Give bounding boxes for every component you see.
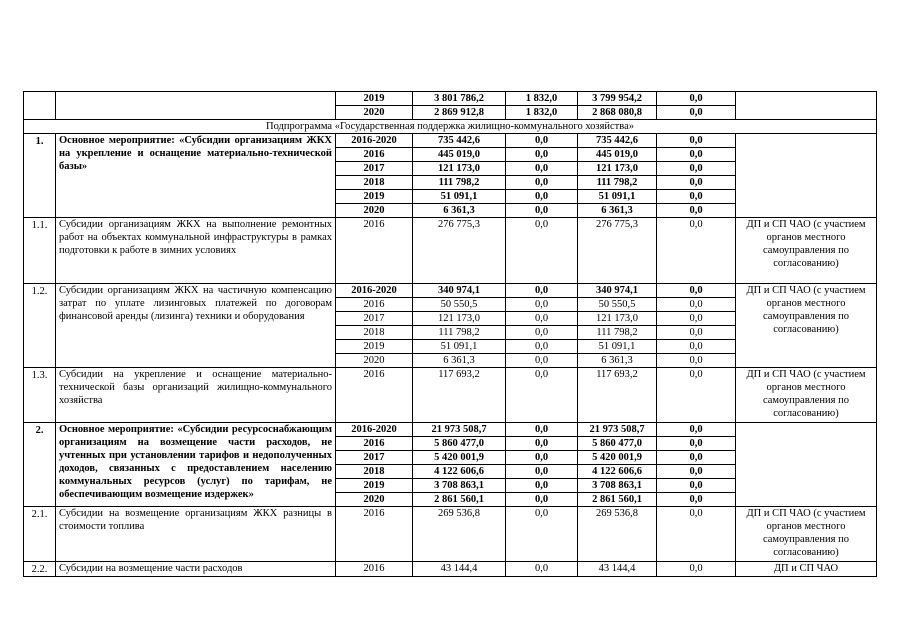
local-cell: 0,0: [657, 92, 736, 106]
item-executor: ДП и СП ЧАО (с участием органов местного самоуправления по согласованию): [736, 218, 877, 284]
okrug-cell: 2 861 560,1: [578, 493, 657, 507]
program-funding-table: [23, 91, 877, 577]
okrug-cell: 276 775,3: [578, 218, 657, 284]
table-row: [24, 507, 877, 562]
okrug-cell: 51 091,1: [578, 340, 657, 354]
year-cell: 2017: [336, 312, 413, 326]
total-cell: 121 173,0: [413, 162, 506, 176]
federal-cell: 0,0: [506, 298, 578, 312]
total-cell: 43 144,4: [413, 562, 506, 577]
item-number: 1.3.: [24, 368, 56, 423]
okrug-cell: 2 868 080,8: [578, 106, 657, 120]
federal-cell: 0,0: [506, 326, 578, 340]
local-cell: 0,0: [657, 134, 736, 148]
local-cell: 0,0: [657, 148, 736, 162]
year-cell: 2016: [336, 507, 413, 562]
year-cell: 2016: [336, 437, 413, 451]
item-number: 2.: [24, 423, 56, 507]
okrug-cell: 111 798,2: [578, 176, 657, 190]
table-row: [24, 284, 877, 298]
total-cell: 121 173,0: [413, 312, 506, 326]
okrug-cell: 111 798,2: [578, 326, 657, 340]
okrug-cell: 121 173,0: [578, 312, 657, 326]
total-cell: 111 798,2: [413, 176, 506, 190]
year-cell: 2017: [336, 451, 413, 465]
number-cell: [24, 92, 56, 120]
local-cell: 0,0: [657, 451, 736, 465]
local-cell: 0,0: [657, 437, 736, 451]
year-cell: 2016: [336, 298, 413, 312]
federal-cell: 0,0: [506, 134, 578, 148]
federal-cell: 0,0: [506, 368, 578, 423]
local-cell: 0,0: [657, 204, 736, 218]
okrug-cell: 43 144,4: [578, 562, 657, 577]
federal-cell: 1 832,0: [506, 92, 578, 106]
local-cell: 0,0: [657, 284, 736, 298]
description-cell: [56, 92, 336, 120]
federal-cell: 0,0: [506, 451, 578, 465]
total-cell: 6 361,3: [413, 354, 506, 368]
item-number: 2.1.: [24, 507, 56, 562]
local-cell: 0,0: [657, 562, 736, 577]
federal-cell: 0,0: [506, 176, 578, 190]
total-cell: 5 860 477,0: [413, 437, 506, 451]
local-cell: 0,0: [657, 312, 736, 326]
budget-table-page: [23, 91, 876, 577]
item-executor: ДП и СП ЧАО (с участием органов местного самоуправления по согласованию): [736, 368, 877, 423]
item-number: 1.1.: [24, 218, 56, 284]
federal-cell: 0,0: [506, 562, 578, 577]
subprogram-header-row: [24, 120, 877, 134]
okrug-cell: 445 019,0: [578, 148, 657, 162]
year-cell: 2016: [336, 368, 413, 423]
total-cell: 21 973 508,7: [413, 423, 506, 437]
okrug-cell: 51 091,1: [578, 190, 657, 204]
total-cell: 269 536,8: [413, 507, 506, 562]
local-cell: 0,0: [657, 368, 736, 423]
year-cell: 2020: [336, 354, 413, 368]
table-row: [24, 368, 877, 423]
okrug-cell: 6 361,3: [578, 354, 657, 368]
local-cell: 0,0: [657, 479, 736, 493]
item-description: Основное мероприятие: «Субсидии организациям ЖКХ на укрепление и оснащение материально-технической базы»: [56, 134, 336, 218]
local-cell: 0,0: [657, 423, 736, 437]
item-description: Основное мероприятие: «Субсидии ресурсоснабжающим организациям на возмещение части расходов, не учтенных при установлении тарифов и недополученных доходов, связанных с предоставлением населению коммунальных ресурсов (услуг) по тарифам, не обеспечивающим возмещение издержек»: [56, 423, 336, 507]
item-description: Субсидии на укрепление и оснащение материально-технической базы организаций жилищно-коммунального хозяйства: [56, 368, 336, 423]
okrug-cell: 5 420 001,9: [578, 451, 657, 465]
year-cell: 2020: [336, 204, 413, 218]
item-description: Субсидии на возмещение части расходов: [56, 562, 336, 577]
item-executor: [736, 134, 877, 218]
item-number: 1.2.: [24, 284, 56, 368]
item-executor: ДП и СП ЧАО: [736, 562, 877, 577]
total-cell: 6 361,3: [413, 204, 506, 218]
year-cell: 2019: [336, 190, 413, 204]
item-number: 1.: [24, 134, 56, 218]
table-row: [24, 134, 877, 148]
item-number: 2.2.: [24, 562, 56, 577]
year-cell: 2016-2020: [336, 423, 413, 437]
local-cell: 0,0: [657, 106, 736, 120]
total-cell: 50 550,5: [413, 298, 506, 312]
total-cell: 4 122 606,6: [413, 465, 506, 479]
total-cell: 735 442,6: [413, 134, 506, 148]
total-cell: 117 693,2: [413, 368, 506, 423]
federal-cell: 0,0: [506, 340, 578, 354]
year-cell: 2020: [336, 106, 413, 120]
table-row: [24, 562, 877, 577]
okrug-cell: 50 550,5: [578, 298, 657, 312]
total-cell: 3 708 863,1: [413, 479, 506, 493]
federal-cell: 0,0: [506, 507, 578, 562]
local-cell: 0,0: [657, 190, 736, 204]
year-cell: 2019: [336, 92, 413, 106]
year-cell: 2016: [336, 562, 413, 577]
federal-cell: 0,0: [506, 354, 578, 368]
federal-cell: 0,0: [506, 493, 578, 507]
federal-cell: 0,0: [506, 312, 578, 326]
year-cell: 2016: [336, 218, 413, 284]
year-cell: 2019: [336, 340, 413, 354]
subprogram-title: Подпрограмма «Государственная поддержка жилищно-коммунального хозяйства»: [24, 120, 877, 134]
executor-cell: [736, 92, 877, 120]
local-cell: 0,0: [657, 176, 736, 190]
local-cell: 0,0: [657, 354, 736, 368]
federal-cell: 0,0: [506, 218, 578, 284]
item-executor: ДП и СП ЧАО (с участием органов местного самоуправления по согласованию): [736, 507, 877, 562]
total-cell: 111 798,2: [413, 326, 506, 340]
federal-cell: 0,0: [506, 479, 578, 493]
item-executor: ДП и СП ЧАО (с участием органов местного самоуправления по согласованию): [736, 284, 877, 368]
total-cell: 51 091,1: [413, 190, 506, 204]
federal-cell: 0,0: [506, 162, 578, 176]
okrug-cell: 121 173,0: [578, 162, 657, 176]
total-cell: 2 861 560,1: [413, 493, 506, 507]
total-cell: 2 869 912,8: [413, 106, 506, 120]
okrug-cell: 269 536,8: [578, 507, 657, 562]
year-cell: 2018: [336, 326, 413, 340]
okrug-cell: 340 974,1: [578, 284, 657, 298]
federal-cell: 1 832,0: [506, 106, 578, 120]
okrug-cell: 4 122 606,6: [578, 465, 657, 479]
okrug-cell: 3 708 863,1: [578, 479, 657, 493]
okrug-cell: 3 799 954,2: [578, 92, 657, 106]
okrug-cell: 21 973 508,7: [578, 423, 657, 437]
year-cell: 2017: [336, 162, 413, 176]
okrug-cell: 6 361,3: [578, 204, 657, 218]
year-cell: 2016-2020: [336, 134, 413, 148]
table-row: [24, 218, 877, 284]
year-cell: 2019: [336, 479, 413, 493]
federal-cell: 0,0: [506, 423, 578, 437]
total-cell: 276 775,3: [413, 218, 506, 284]
federal-cell: 0,0: [506, 437, 578, 451]
total-cell: 5 420 001,9: [413, 451, 506, 465]
year-cell: 2016-2020: [336, 284, 413, 298]
item-description: Субсидии на возмещение организациям ЖКХ разницы в стоимости топлива: [56, 507, 336, 562]
total-cell: 51 091,1: [413, 340, 506, 354]
table-row: [24, 92, 877, 106]
local-cell: 0,0: [657, 493, 736, 507]
year-cell: 2018: [336, 465, 413, 479]
local-cell: 0,0: [657, 465, 736, 479]
total-cell: 340 974,1: [413, 284, 506, 298]
local-cell: 0,0: [657, 218, 736, 284]
local-cell: 0,0: [657, 326, 736, 340]
federal-cell: 0,0: [506, 148, 578, 162]
year-cell: 2018: [336, 176, 413, 190]
okrug-cell: 5 860 477,0: [578, 437, 657, 451]
okrug-cell: 117 693,2: [578, 368, 657, 423]
item-description: Субсидии организациям ЖКХ на выполнение ремонтных работ на объектах коммунальной инфраструктуры в рамках подготовки к работе в зимних условиях: [56, 218, 336, 284]
year-cell: 2016: [336, 148, 413, 162]
federal-cell: 0,0: [506, 465, 578, 479]
total-cell: 3 801 786,2: [413, 92, 506, 106]
local-cell: 0,0: [657, 162, 736, 176]
okrug-cell: 735 442,6: [578, 134, 657, 148]
item-executor: [736, 423, 877, 507]
total-cell: 445 019,0: [413, 148, 506, 162]
item-description: Субсидии организациям ЖКХ на частичную компенсацию затрат по уплате лизинговых платежей по договорам финансовой аренды (лизинга) техники и оборудования: [56, 284, 336, 368]
table-row: [24, 423, 877, 437]
local-cell: 0,0: [657, 507, 736, 562]
federal-cell: 0,0: [506, 284, 578, 298]
local-cell: 0,0: [657, 340, 736, 354]
year-cell: 2020: [336, 493, 413, 507]
local-cell: 0,0: [657, 298, 736, 312]
federal-cell: 0,0: [506, 204, 578, 218]
federal-cell: 0,0: [506, 190, 578, 204]
